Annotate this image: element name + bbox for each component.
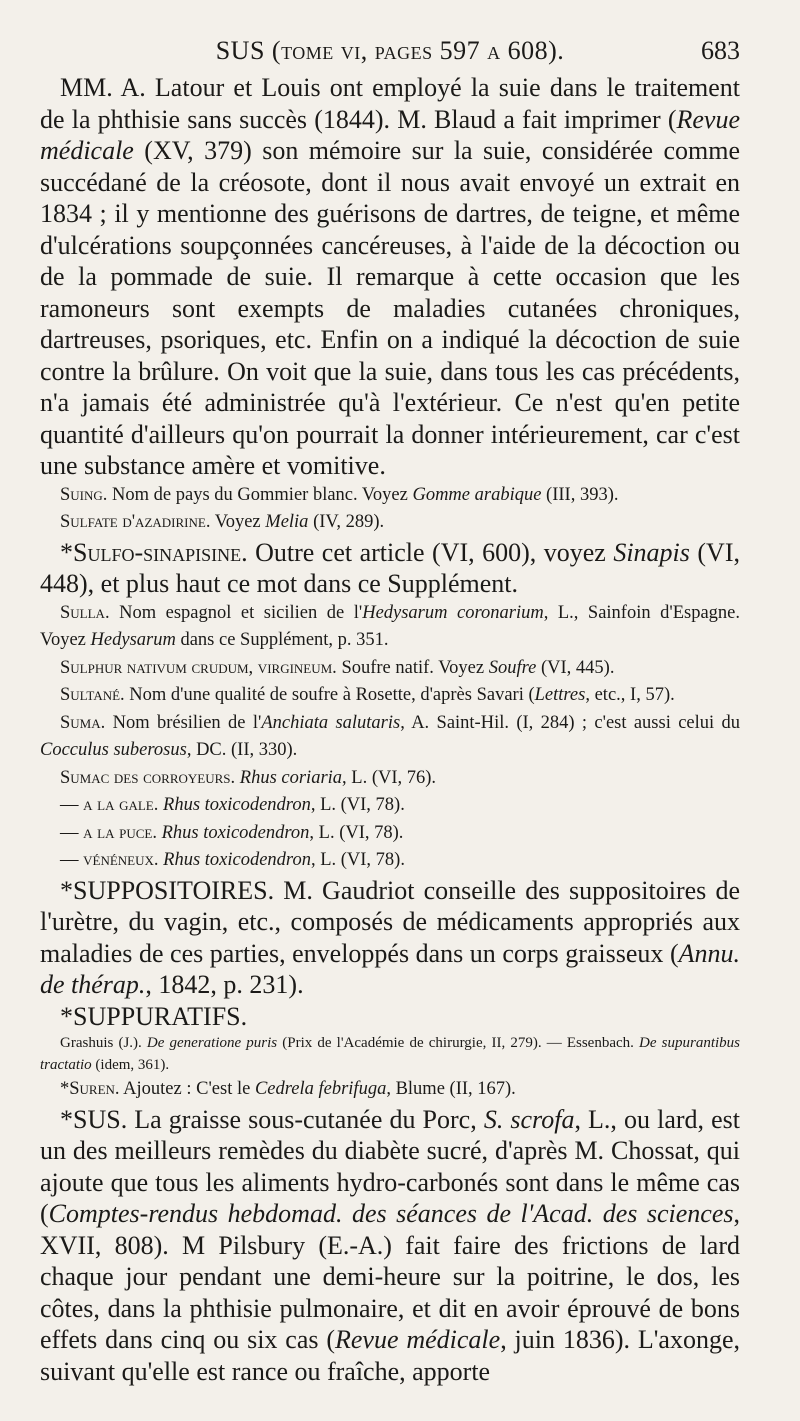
text-segment: Nom d'une qualité de soufre à Rosette, d'après Savari (	[124, 685, 535, 705]
paragraph-p15	[40, 1032, 740, 1076]
text-segment: Lettres	[534, 685, 586, 705]
text-segment: De supurantibus tractatio	[40, 1035, 740, 1073]
text-segment: Rhus toxicodendron	[163, 850, 311, 870]
text-segment: (VI, 448), et plus haut ce mot dans ce Supplément.	[40, 537, 740, 598]
text-segment: Outre cet article (VI, 600), voyez	[247, 537, 614, 567]
text-segment: , etc., I, 57).	[585, 685, 675, 705]
text-segment: dans ce Supplément, p. 351.	[175, 630, 389, 650]
running-title-text: SUS (tome vi, pages 597 a 608).	[215, 36, 565, 65]
text-segment: Suma.	[60, 712, 106, 733]
text-segment: Rhus toxicodendron	[163, 795, 311, 815]
paragraph-p8	[40, 710, 740, 765]
paragraph-p11	[40, 820, 740, 848]
text-segment: Revue médicale	[40, 104, 740, 165]
paragraph-p7	[40, 682, 740, 710]
paragraph-p5	[40, 600, 740, 655]
text-segment: Revue médicale	[334, 1325, 501, 1354]
text-segment: Suing.	[60, 484, 108, 505]
text-segment: (XV, 379) son mémoire sur la suie, considérée comme succédané de la créosote, dont il nous avait envoyé un extrait en 1834 ; il y mentionne des guérisons de dartres, de teigne, et même d'ulcérations soupçonnées cancéreuses, à l'aide de la décoction ou de la pommade de suie. Il remarque à cette occasion que les ramoneurs sont exempts de maladies cutanées chroniques, dartreuses, psoriques, etc. Enfin on a indiqué la décoction de suie contre la brûlure. On voit que la suie, dans tous les cas précédents, n'a jamais été administrée qu'à l'extérieur. Ce n'est qu'en petite quantité d'ailleurs qu'on pourrait la donner intérieurement, car c'est une substance amère et vomitive.	[40, 136, 740, 480]
text-segment: Rhus coriaria	[239, 767, 343, 788]
paragraph-p16	[40, 1076, 740, 1104]
text-segment: Voyez	[210, 512, 266, 532]
paragraph-p14	[40, 1001, 740, 1033]
text-segment: Sulfate d'azadirine.	[60, 512, 211, 532]
text-segment: Sulphur nativum crudum, virgineum.	[60, 657, 337, 678]
text-segment: *	[60, 537, 73, 567]
text-segment: —	[60, 822, 84, 843]
text-segment: Cocculus suberosus	[40, 740, 187, 760]
page-number: 683	[701, 36, 740, 65]
text-segment: Soufre natif. Voyez	[336, 657, 489, 678]
paragraph-p17	[40, 1104, 740, 1388]
text-segment: , L. (VI, 78).	[309, 822, 404, 843]
text-segment: Grashuis (J.).	[60, 1035, 147, 1051]
text-segment: , DC. (II, 330).	[186, 740, 298, 760]
text-segment: Nom de pays du Gommier blanc. Voyez	[107, 484, 413, 505]
text-segment: *	[60, 1079, 70, 1099]
text-segment: *SUPPURATIFS.	[60, 1001, 248, 1031]
text-segment: Sulla.	[60, 602, 110, 623]
running-header	[40, 32, 740, 72]
text-segment: Comptes-rendus hebdomad. des séances de l'Acad. des sciences	[48, 1199, 734, 1228]
text-segment: Sulfo-sinapisine.	[73, 537, 248, 567]
text-segment: , A. Saint-Hil. (I, 284) ; c'est aussi celui du	[400, 712, 741, 733]
text-segment: —	[60, 795, 84, 815]
text-segment: , 1842, p. 231).	[145, 970, 304, 999]
text-segment: Annu. de thérap.	[40, 938, 740, 999]
text-segment: Nom espagnol et sicilien de l'	[109, 602, 363, 623]
text-segment: (Prix de l'Académie de chirurgie, II, 279). — Essenbach.	[277, 1035, 640, 1051]
text-segment: , L. (VI, 78).	[310, 795, 405, 815]
paragraph-p6	[40, 655, 740, 683]
text-segment: Nom brésilien de l'	[105, 712, 262, 733]
text-segment: Hedysarum	[90, 630, 176, 650]
text-segment: , Blume (II, 167).	[386, 1079, 516, 1099]
text-segment: Sumac des corroyeurs.	[60, 767, 236, 788]
text-segment: MM. A. Latour et Louis ont employé la suie dans le traitement de la phthisie sans succès (1844). M. Blaud a fait imprimer (	[40, 73, 740, 134]
text-segment: Sinapis	[613, 537, 690, 567]
paragraph-p13	[40, 875, 740, 1001]
text-segment: S. scrofa	[483, 1104, 575, 1134]
paragraph-p1	[40, 72, 740, 482]
text-segment: Soufre	[488, 657, 537, 678]
paragraph-p3	[40, 509, 740, 537]
paragraph-p4	[40, 537, 740, 600]
text-segment: *SUPPOSITOIRES. M. Gaudriot conseille des suppositoires de l'urètre, du vagin, etc., composés de médicaments appropriés aux maladies de ces parties, enveloppés dans un corps graisseux (	[40, 875, 740, 968]
text-segment: (IV, 289).	[308, 512, 385, 532]
text-segment: Hedysarum coronarium	[362, 602, 544, 623]
text-segment: vénéneux.	[83, 850, 159, 870]
page	[40, 32, 740, 1387]
page-body	[40, 72, 740, 1387]
text-segment: (VI, 445).	[536, 657, 615, 678]
text-segment: De generatione puris	[146, 1035, 278, 1051]
text-segment: , juin 1836). L'axonge, suivant qu'elle est rance ou fraîche, apporte	[40, 1325, 740, 1386]
text-segment: Rhus toxicodendron	[161, 822, 310, 843]
running-title	[40, 36, 740, 66]
text-segment: , L. (VI, 78).	[310, 850, 405, 870]
text-segment: (III, 393).	[541, 484, 619, 505]
text-segment: Gomme arabique	[412, 484, 542, 505]
text-segment: (idem, 361).	[91, 1057, 170, 1073]
text-segment: , L., Sainfoin d'Espagne. Voyez	[40, 602, 741, 650]
text-segment: —	[60, 850, 84, 870]
text-segment: Suren.	[69, 1079, 120, 1099]
text-segment: Anchiata salutaris	[261, 712, 401, 733]
paragraph-p9	[40, 765, 740, 793]
text-segment: , L. (VI, 76).	[342, 767, 437, 788]
text-segment: a la gale.	[83, 795, 159, 815]
text-segment: Melia	[265, 512, 309, 532]
paragraph-p10	[40, 792, 740, 820]
text-segment: Sultané.	[60, 685, 125, 705]
paragraph-p12	[40, 847, 740, 875]
text-segment: , XVII, 808). M Pilsbury (E.-A.) fait faire des frictions de lard chaque jour pendant une demi-heure sur la poitrine, le dos, les côtes, dans la phthisie pulmonaire, et dit en avoir éprouvé de bons effets dans cinq ou six cas (	[40, 1199, 740, 1354]
text-segment: , L., ou lard, est un des meilleurs remèdes du diabète sucré, d'après M. Chossat, qui ajoute que tous les aliments hydro-carbonés sont dans le même cas (	[40, 1104, 741, 1228]
text-segment: a la puce.	[83, 822, 157, 843]
text-segment: Cedrela febrifuga	[254, 1079, 387, 1099]
paragraph-p2	[40, 482, 740, 510]
text-segment: Ajoutez : C'est le	[119, 1079, 255, 1099]
text-segment: *SUS. La graisse sous-cutanée du Porc,	[60, 1104, 484, 1134]
